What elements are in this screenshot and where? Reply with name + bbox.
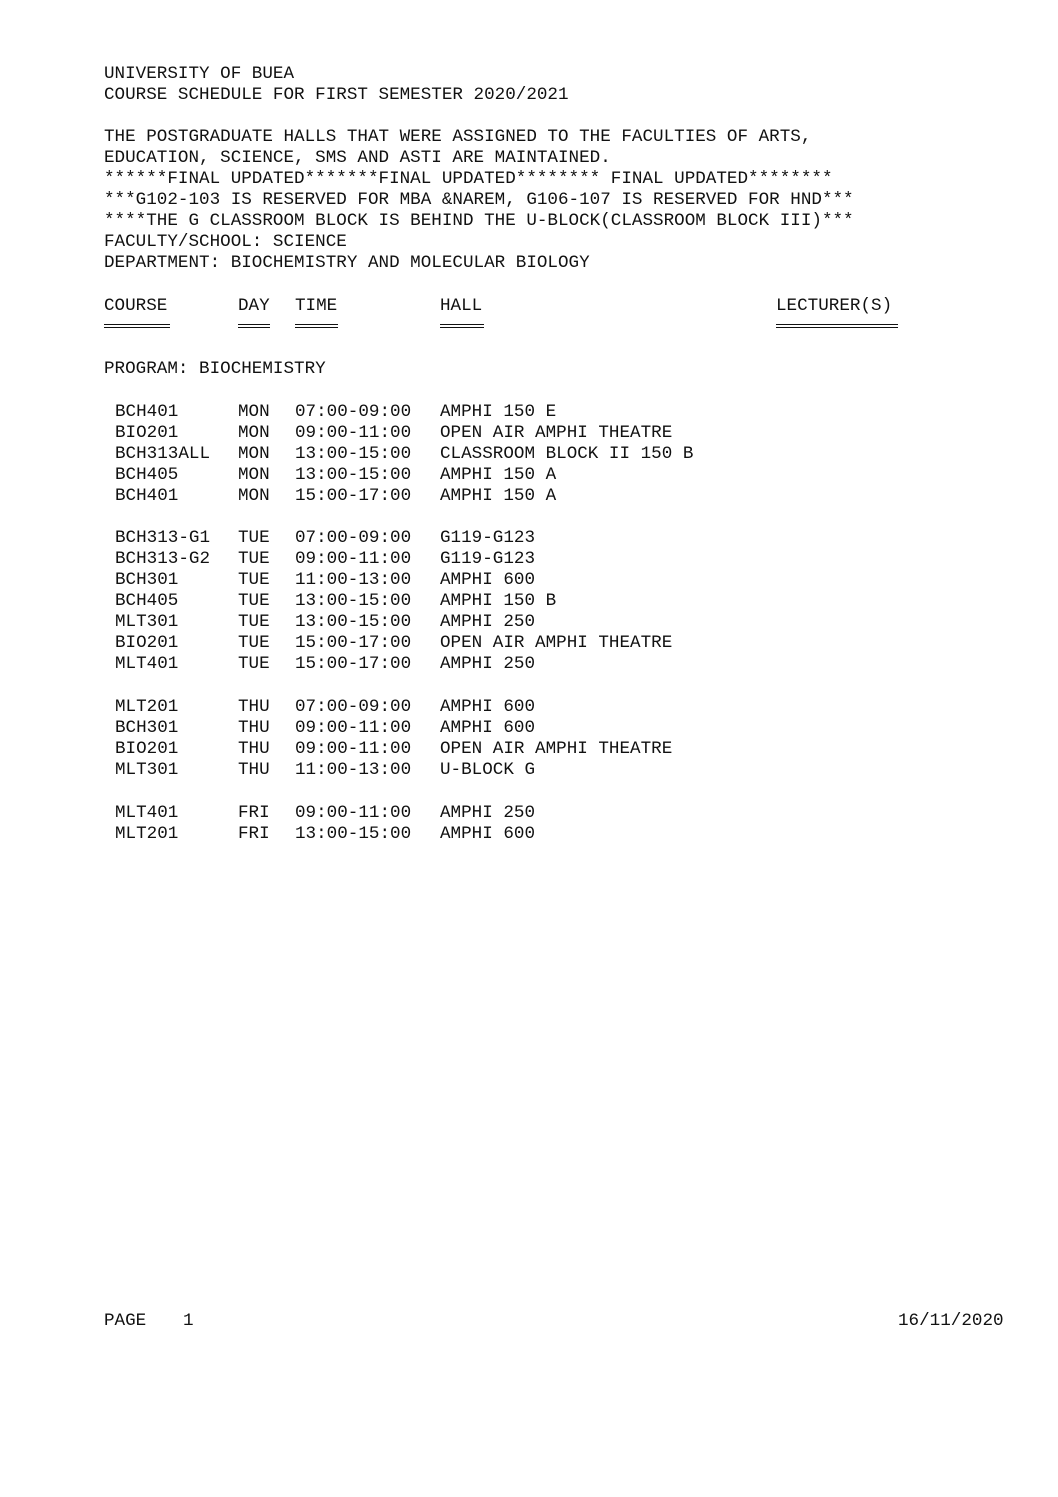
table-row	[0, 423, 1058, 444]
cell-time: 15:00-17:00	[295, 633, 412, 653]
cell-course: BCH301	[115, 570, 179, 590]
cell-time: 13:00-15:00	[295, 444, 412, 464]
notice-line-5: ****THE G CLASSROOM BLOCK IS BEHIND THE U-BLOCK(CLASSROOM BLOCK III)***	[104, 211, 854, 231]
cell-day: MON	[238, 486, 270, 506]
cell-time: 09:00-11:00	[295, 739, 412, 759]
cell-day: THU	[238, 697, 270, 717]
table-row	[0, 444, 1058, 465]
cell-time: 13:00-15:00	[295, 824, 412, 844]
cell-day: TUE	[238, 633, 270, 653]
cell-course: MLT201	[115, 824, 179, 844]
cell-course: MLT401	[115, 654, 179, 674]
page-label: PAGE	[104, 1311, 147, 1331]
cell-time: 07:00-09:00	[295, 402, 412, 422]
cell-time: 09:00-11:00	[295, 718, 412, 738]
table-row	[0, 718, 1058, 739]
cell-day: THU	[238, 760, 270, 780]
cell-day: TUE	[238, 549, 270, 569]
cell-course: BCH313ALL	[115, 444, 211, 464]
cell-time: 09:00-11:00	[295, 423, 412, 443]
cell-course: BIO201	[115, 633, 179, 653]
cell-day: MON	[238, 465, 270, 485]
cell-course: BCH313-G1	[115, 528, 211, 548]
column-header-lecturer: LECTURER(S)	[776, 296, 893, 316]
table-row	[0, 612, 1058, 633]
university-name: UNIVERSITY OF BUEA	[104, 64, 295, 84]
course-underline	[104, 324, 170, 328]
cell-course: BCH313-G2	[115, 549, 211, 569]
notice-line-4: ***G102-103 IS RESERVED FOR MBA &NAREM, G106-107 IS RESERVED FOR HND***	[104, 190, 854, 210]
table-row	[0, 803, 1058, 824]
time-underline	[295, 324, 338, 328]
cell-course: MLT401	[115, 803, 179, 823]
cell-hall: AMPHI 600	[440, 570, 536, 590]
cell-day: TUE	[238, 528, 270, 548]
table-row	[0, 824, 1058, 845]
cell-hall: AMPHI 600	[440, 697, 536, 717]
cell-hall: AMPHI 150 A	[440, 486, 557, 506]
cell-time: 07:00-09:00	[295, 697, 412, 717]
cell-hall: G119-G123	[440, 528, 536, 548]
table-row	[0, 465, 1058, 486]
cell-day: MON	[238, 402, 270, 422]
cell-hall: U-BLOCK G	[440, 760, 536, 780]
table-row	[0, 549, 1058, 570]
document-title: COURSE SCHEDULE FOR FIRST SEMESTER 2020/2021	[104, 85, 569, 105]
hall-underline	[440, 324, 484, 328]
cell-time: 11:00-13:00	[295, 760, 412, 780]
column-header-time: TIME	[295, 296, 338, 316]
program-label: PROGRAM: BIOCHEMISTRY	[104, 359, 326, 379]
cell-time: 13:00-15:00	[295, 465, 412, 485]
cell-hall: OPEN AIR AMPHI THEATRE	[440, 423, 673, 443]
notice-line-2: EDUCATION, SCIENCE, SMS AND ASTI ARE MAINTAINED.	[104, 148, 611, 168]
cell-day: MON	[238, 423, 270, 443]
lecturer-underline	[776, 324, 898, 328]
cell-time: 13:00-15:00	[295, 612, 412, 632]
table-row	[0, 654, 1058, 675]
cell-day: THU	[238, 718, 270, 738]
cell-hall: AMPHI 250	[440, 612, 536, 632]
cell-time: 15:00-17:00	[295, 654, 412, 674]
cell-hall: OPEN AIR AMPHI THEATRE	[440, 739, 673, 759]
print-date: 16/11/2020	[898, 1311, 1004, 1331]
page-number: 1	[183, 1311, 194, 1331]
cell-course: BIO201	[115, 739, 179, 759]
day-underline	[238, 324, 270, 328]
cell-course: BCH405	[115, 465, 179, 485]
cell-time: 15:00-17:00	[295, 486, 412, 506]
cell-hall: AMPHI 150 A	[440, 465, 557, 485]
cell-day: FRI	[238, 803, 270, 823]
cell-time: 13:00-15:00	[295, 591, 412, 611]
faculty-line: FACULTY/SCHOOL: SCIENCE	[104, 232, 347, 252]
table-row	[0, 402, 1058, 423]
cell-course: MLT301	[115, 760, 179, 780]
cell-day: FRI	[238, 824, 270, 844]
cell-hall: AMPHI 250	[440, 654, 536, 674]
cell-hall: AMPHI 600	[440, 718, 536, 738]
cell-day: MON	[238, 444, 270, 464]
table-row	[0, 591, 1058, 612]
table-row	[0, 739, 1058, 760]
table-row	[0, 528, 1058, 549]
notice-line-3: ******FINAL UPDATED*******FINAL UPDATED******** FINAL UPDATED********	[104, 169, 833, 189]
cell-course: BCH401	[115, 402, 179, 422]
cell-day: TUE	[238, 591, 270, 611]
cell-day: TUE	[238, 612, 270, 632]
cell-day: THU	[238, 739, 270, 759]
column-header-hall: HALL	[440, 296, 483, 316]
table-row	[0, 486, 1058, 507]
cell-course: BIO201	[115, 423, 179, 443]
cell-hall: AMPHI 150 E	[440, 402, 557, 422]
cell-course: BCH401	[115, 486, 179, 506]
cell-hall: G119-G123	[440, 549, 536, 569]
cell-hall: AMPHI 150 B	[440, 591, 557, 611]
cell-day: TUE	[238, 570, 270, 590]
cell-hall: AMPHI 600	[440, 824, 536, 844]
table-row	[0, 760, 1058, 781]
notice-line-1: THE POSTGRADUATE HALLS THAT WERE ASSIGNED TO THE FACULTIES OF ARTS,	[104, 127, 812, 147]
column-header-day: DAY	[238, 296, 270, 316]
cell-hall: CLASSROOM BLOCK II 150 B	[440, 444, 694, 464]
department-line: DEPARTMENT: BIOCHEMISTRY AND MOLECULAR BIOLOGY	[104, 253, 590, 273]
table-row	[0, 697, 1058, 718]
table-row	[0, 570, 1058, 591]
cell-course: BCH405	[115, 591, 179, 611]
column-header-course: COURSE	[104, 296, 168, 316]
cell-time: 11:00-13:00	[295, 570, 412, 590]
cell-time: 07:00-09:00	[295, 528, 412, 548]
cell-course: MLT301	[115, 612, 179, 632]
cell-time: 09:00-11:00	[295, 803, 412, 823]
cell-hall: OPEN AIR AMPHI THEATRE	[440, 633, 673, 653]
cell-time: 09:00-11:00	[295, 549, 412, 569]
cell-hall: AMPHI 250	[440, 803, 536, 823]
cell-course: MLT201	[115, 697, 179, 717]
cell-day: TUE	[238, 654, 270, 674]
cell-course: BCH301	[115, 718, 179, 738]
table-row	[0, 633, 1058, 654]
